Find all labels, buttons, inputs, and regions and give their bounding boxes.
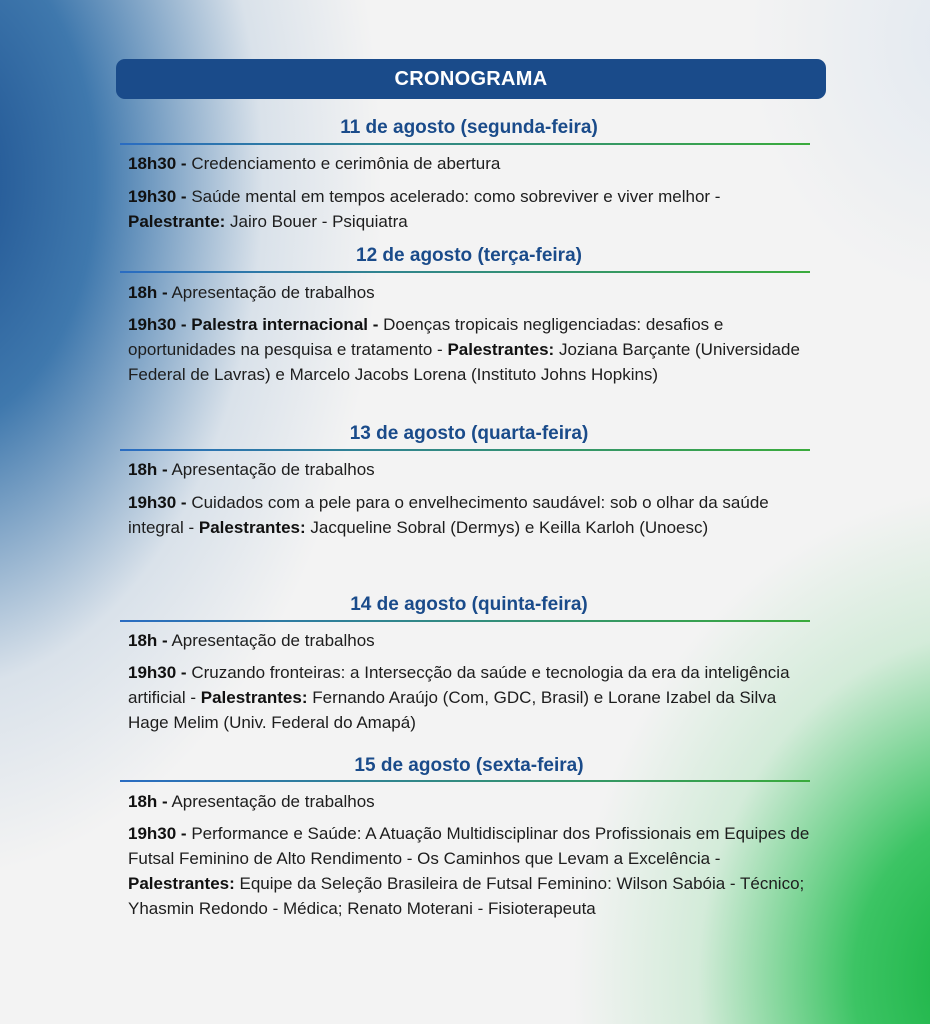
entry-text: Cuidados com a pele para o envelhecimento saudável: sob o olhar da saúde integral - [128,493,769,537]
entry-text: Credenciamento e cerimônia de abertura [186,154,501,173]
entry-time: 18h30 - [128,154,187,173]
day-title-14-agosto: 14 de agosto (quinta-feira) [350,594,588,615]
schedule-title: CRONOGRAMA [394,67,548,90]
entry-speakers-label: Palestrantes: [128,874,235,893]
day-divider [120,780,810,782]
day-divider [120,271,810,273]
day-title-15-agosto: 15 de agosto (sexta-feira) [354,755,584,776]
schedule-entry [128,457,818,482]
schedule-entry [128,280,818,305]
entry-speakers: Equipe da Seleção Brasileira de Futsal Feminino: Wilson Sabóia - Técnico; Yhasmin Redondo - Médica; Renato Moterani - Fisioterapeuta [128,874,805,918]
schedule-entry [128,184,818,234]
schedule-entry [128,312,818,387]
entry-text: Doenças tropicais negligenciadas: desafios e oportunidades na pesquisa e tratamento - [128,315,724,359]
entry-time: 18h - [128,792,168,811]
schedule-entry [128,490,818,540]
entry-speakers-label: Palestrantes: [200,688,308,707]
entry-speakers: Jacqueline Sobral (Dermys) e Keilla Karloh (Unoesc) [305,518,709,537]
entry-speakers-label: Palestrantes: [198,518,306,537]
day-divider [120,143,810,145]
entry-time: 19h30 - [128,663,187,682]
day-divider [120,449,810,451]
entry-speakers: Jairo Bouer - Psiquiatra [225,212,408,231]
schedule-entry [128,151,818,176]
schedule-entry [128,789,818,814]
entry-time: 19h30 - [128,824,187,843]
entry-speakers-label: Palestrantes: [447,340,555,359]
entry-time: 18h - [128,631,168,650]
entry-time: 18h - [128,283,168,302]
entry-time: 19h30 - Palestra internacional - [128,315,379,334]
schedule-entry [128,660,818,735]
schedule-entry [128,628,818,653]
entry-time: 19h30 - [128,187,187,206]
entry-time: 18h - [128,460,168,479]
day-title-13-agosto: 13 de agosto (quarta-feira) [349,423,589,444]
day-divider [120,620,810,622]
entry-time: 19h30 - [128,493,187,512]
entry-text: Cruzando fronteiras: a Intersecção da saúde e tecnologia da era da inteligência artificial - [128,663,790,707]
day-title-12-agosto: 12 de agosto (terça-feira) [356,245,582,266]
entry-text: Saúde mental em tempos acelerado: como sobreviver e viver melhor - [186,187,721,206]
entry-text: Performance e Saúde: A Atuação Multidisciplinar dos Profissionais em Equipes de Futsal Feminino de Alto Rendimento - Os Caminhos que Levam a Excelência - [128,824,810,868]
schedule-entry [128,821,818,921]
entry-speakers: Joziana Barçante (Universidade Federal de Lavras) e Marcelo Jacobs Lorena (Instituto Johns Hopkins) [128,340,800,384]
day-title-11-agosto: 11 de agosto (segunda-feira) [340,117,598,138]
entry-text: Apresentação de trabalhos [167,283,375,302]
schedule-header-bar [116,59,826,99]
entry-text: Apresentação de trabalhos [167,460,375,479]
entry-text: Apresentação de trabalhos [167,792,375,811]
entry-speakers: Fernando Araújo (Com, GDC, Brasil) e Lorane Izabel da Silva Hage Melim (Univ. Federal do Amapá) [128,688,777,732]
entry-text: Apresentação de trabalhos [167,631,375,650]
entry-speakers-label: Palestrante: [128,212,226,231]
